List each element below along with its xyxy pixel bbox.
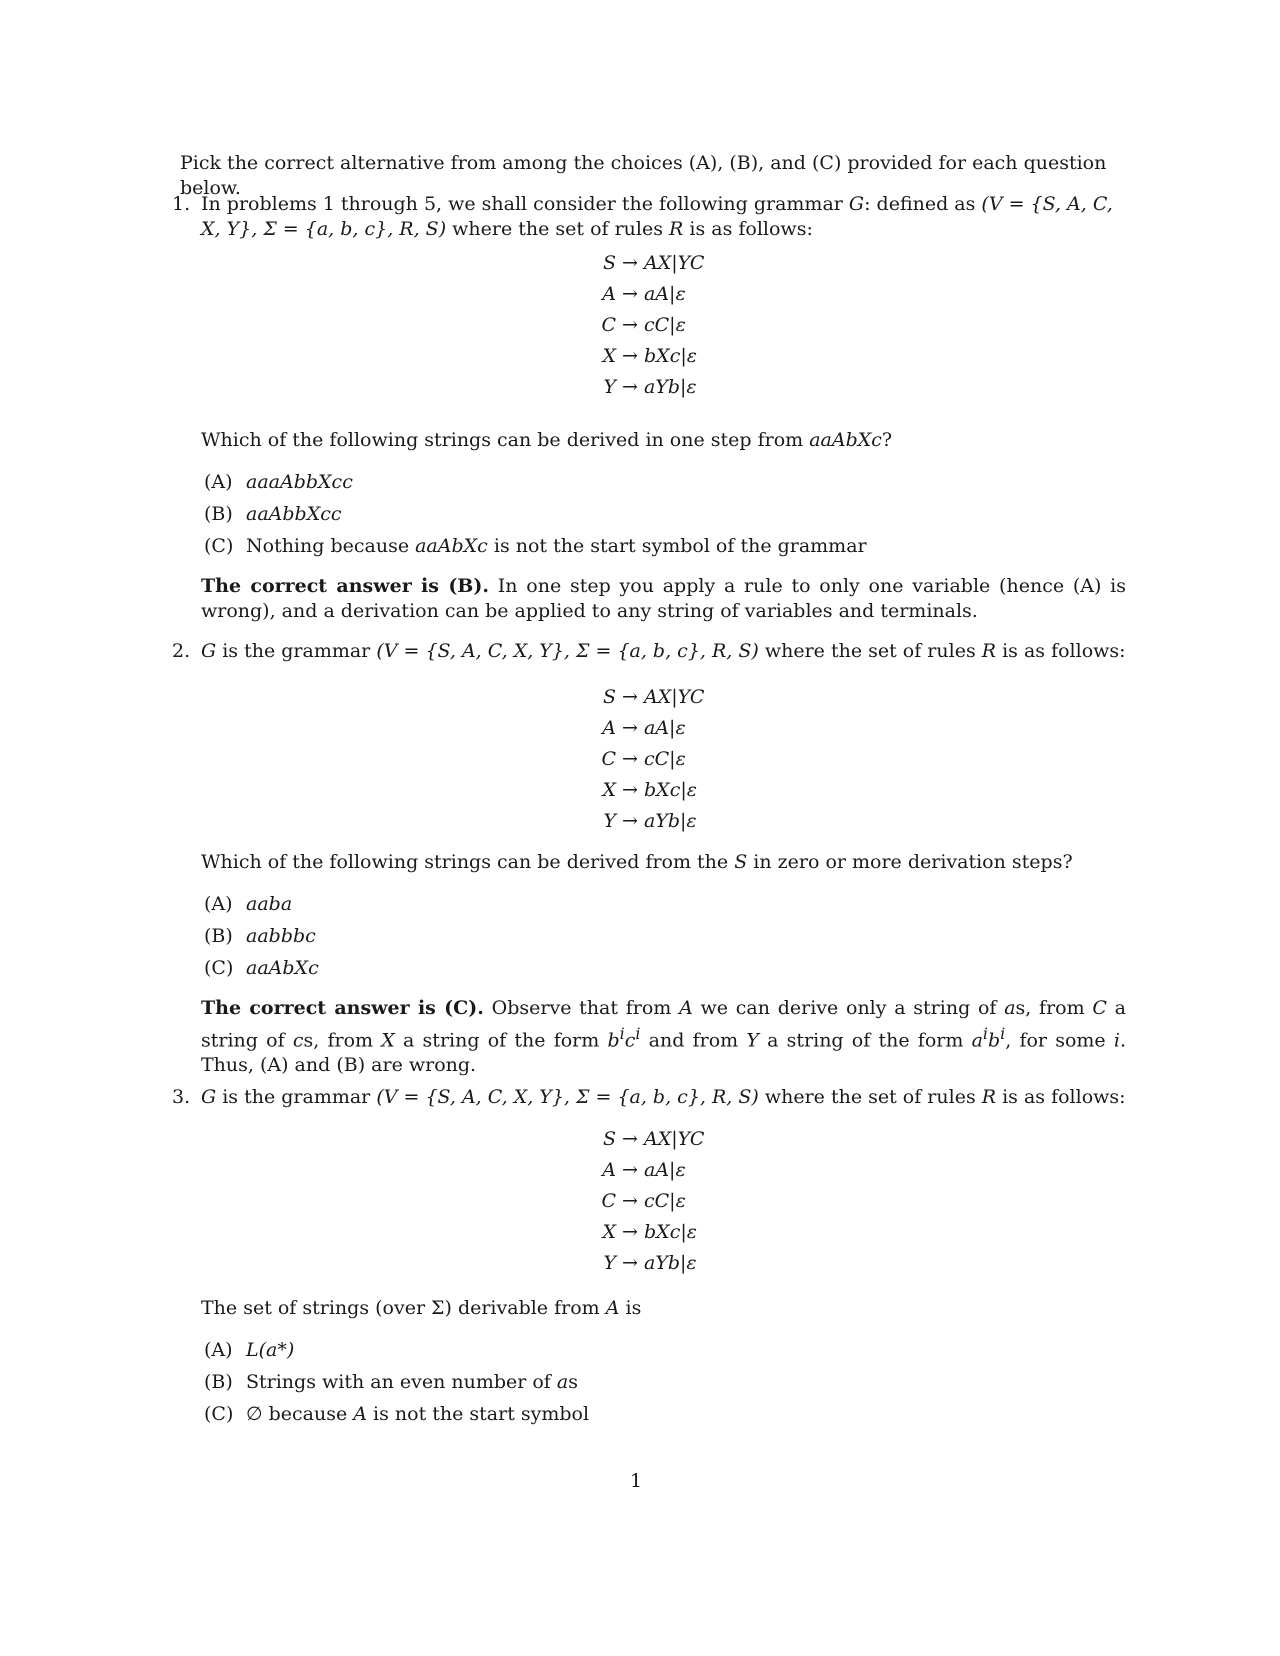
rule-x: X → bXc|ε (602, 1221, 697, 1243)
q1-grammar-rules (596, 248, 796, 403)
rule-c: C → cC|ε (601, 748, 686, 770)
q2-question: Which of the following strings can be derived from the S in zero or more derivation steps? (201, 851, 1073, 873)
rule-y: Y → aYb|ε (603, 376, 697, 398)
q1-question: Which of the following strings can be derived in one step from aaAbXc? (201, 429, 893, 451)
q3-grammar-rules (596, 1124, 796, 1279)
q3-question: The set of strings (over Σ) derivable from A is (201, 1297, 642, 1319)
rule-c: C → cC|ε (601, 314, 686, 336)
rule-x: X → bXc|ε (602, 345, 697, 367)
rule-s: S → AX|YC (602, 252, 705, 274)
q2-stem: G is the grammar (V = {S, A, C, X, Y}, Σ = {a, b, c}, R, S) where the set of rules R is as follows: (201, 640, 1126, 662)
rule-a: A → aA|ε (602, 283, 686, 305)
q1-number: 1. (172, 193, 191, 215)
q1-option-a: (A) aaaAbbXcc (204, 471, 353, 493)
rule-a: A → aA|ε (602, 717, 686, 739)
q3-stem: G is the grammar (V = {S, A, C, X, Y}, Σ = {a, b, c}, R, S) where the set of rules R is as follows: (201, 1086, 1126, 1108)
q1-answer: The correct answer is (B). In one step you apply a rule to only one variable (hence (A) is wrong), and a derivation can be applied to any string of variables and terminals. (201, 575, 1126, 622)
q3-option-a: (A) L(a*) (204, 1339, 295, 1361)
q2-option-b: (B) aabbbc (204, 925, 316, 947)
q2-number: 2. (172, 640, 191, 662)
rule-y: Y → aYb|ε (603, 1252, 697, 1274)
q2-option-a: (A) aaba (204, 893, 293, 915)
q1-stem: In problems 1 through 5, we shall consider the following grammar G: defined as (V = {S, A, C, X, Y}, Σ = {a, b, c}, R, S) where the set of rules R is as follows: (201, 193, 1113, 240)
q2-grammar-rules (596, 682, 796, 837)
q1-option-b: (B) aaAbbXcc (204, 503, 342, 525)
rule-y: Y → aYb|ε (603, 810, 697, 832)
rule-a: A → aA|ε (602, 1159, 686, 1181)
q1-option-c: (C) Nothing because aaAbXc is not the start symbol of the grammar (204, 535, 867, 557)
q3-option-b: (B) Strings with an even number of as (204, 1371, 578, 1393)
q2-option-c: (C) aaAbXc (204, 957, 319, 979)
q2-answer: The correct answer is (C). Observe that from A we can derive only a string of as, from C a string of cs, from X a string of the form $b^ic^i$ and from Y a string of the form $a^ib^i$, for some i. Thus, (A) and (B) are wrong. (201, 997, 1126, 1077)
q3-number: 3. (172, 1086, 191, 1108)
rule-s: S → AX|YC (602, 1128, 705, 1150)
instructions: Pick the correct alternative from among the choices (A), (B), and (C) provided for each question below. (180, 152, 1107, 199)
q3-option-c: (C) ∅ because A is not the start symbol (204, 1403, 590, 1425)
rule-c: C → cC|ε (601, 1190, 686, 1212)
rule-s: S → AX|YC (602, 686, 705, 708)
page-number: 1 (629, 1470, 643, 1492)
rule-x: X → bXc|ε (602, 779, 697, 801)
